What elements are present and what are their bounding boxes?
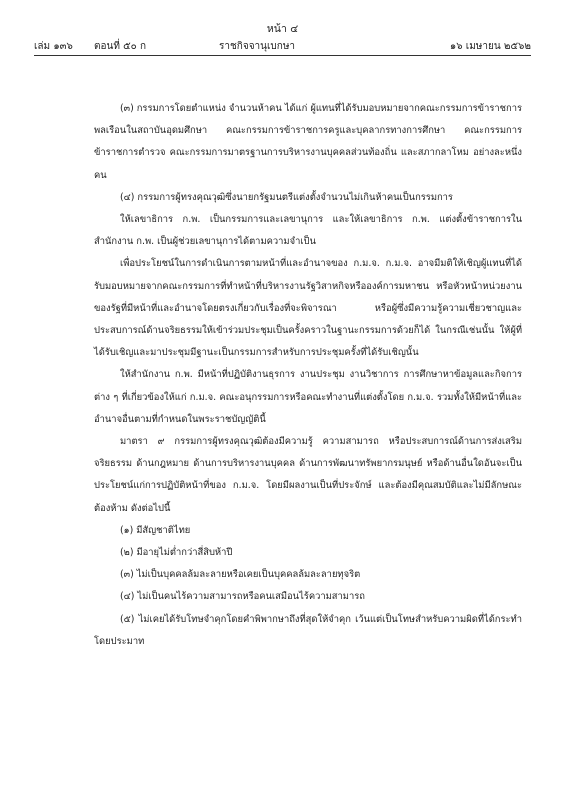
header-divider — [34, 55, 531, 56]
issue-number: ตอนที่ ๕๐ ก — [94, 41, 147, 52]
qualification-item: (๓) ไม่เป็นบุคคลล้มละลายหรือเคยเป็นบุคคลล้มละลายทุจริต — [120, 569, 361, 581]
paragraph-secretary: ให้เลขาธิการ ก.พ. เป็นกรรมการและเลขานุการ และให้เลขาธิการ ก.พ. แต่งตั้งข้าราชการในสำนักงาน ก.พ. เป็นผู้ช่วยเลขานุการได้ตามความจำเป็น — [94, 214, 522, 248]
document-body — [94, 98, 522, 653]
qualification-item: (๕) ไม่เคยได้รับโทษจำคุกโดยคำพิพากษาถึงที่สุดให้จำคุก เว้นแต่เป็นโทษสำหรับความผิดที่ได้กระทำโดยประมาท — [94, 613, 522, 647]
section-9: มาตรา ๙ กรรมการผู้ทรงคุณวุฒิต้องมีความรู้ ความสามารถ หรือประสบการณ์ด้านการส่งเสริมจริยธรรม ด้านกฎหมาย ด้านการบริหารงานบุคคล ด้านการพัฒนาทรัพยากรมนุษย์ หรือด้านอื่นใดอันจะเป็นประโยชน์แก่การปฏิบัติหน้าที่ของ ก.ม.จ. โดยมีผลงานเป็นที่ประจักษ์ และต้องมีคุณสมบัติและไม่มีลักษณะต้องห้าม ดังต่อไปนี้ — [94, 436, 522, 514]
paragraph-office-duties: ให้สำนักงาน ก.พ. มีหน้าที่ปฏิบัติงานธุรการ งานประชุม งานวิชาการ การศึกษาหาข้อมูลและกิจการต่าง ๆ ที่เกี่ยวข้องให้แก่ ก.ม.จ. คณะอนุกรรมการหรือคณะทำงานที่แต่งตั้งโดย ก.ม.จ. รวมทั้งให้มีหน้าที่และอำนาจอื่นตามที่กำหนดในพระราชบัญญัตินี้ — [94, 369, 522, 425]
gazette-title: ราชกิจจานุเบกษา — [219, 41, 296, 52]
qualification-item: (๒) มีอายุไม่ต่ำกว่าสี่สิบห้าปี — [120, 547, 233, 559]
qualification-item: (๑) มีสัญชาติไทย — [120, 524, 191, 536]
paragraph-qualified-members: (๔) กรรมการผู้ทรงคุณวุฒิซึ่งนายกรัฐมนตรีแต่งตั้งจำนวนไม่เกินห้าคนเป็นกรรมการ — [120, 191, 453, 203]
qualification-item: (๔) ไม่เป็นคนไร้ความสามารถหรือคนเสมือนไร้ความสามารถ — [120, 591, 365, 603]
page-number: หน้า ๔ — [266, 23, 299, 35]
publication-date: ๑๖ เมษายน ๒๕๖๒ — [449, 41, 531, 52]
paragraph-ex-officio-members: (๓) กรรมการโดยตำแหน่ง จำนวนห้าคน ได้แก่ ผู้แทนที่ได้รับมอบหมายจากคณะกรรมการข้าราชการพลเรือนในสถาบันอุดมศึกษา คณะกรรมการข้าราชการครูและบุคลากรทางการศึกษา คณะกรรมการข้าราชการตำรวจ คณะกรรมการมาตรฐานการบริหารงานบุคคลส่วนท้องถิ่น และสภากลาโหม อย่างละหนึ่งคน — [94, 103, 522, 181]
volume-number: เล่ม ๑๓๖ — [34, 41, 73, 52]
paragraph-invited-representatives: เพื่อประโยชน์ในการดำเนินการตามหน้าที่และอำนาจของ ก.ม.จ. ก.ม.จ. อาจมีมติให้เชิญผู้แทนที่ได้รับมอบหมายจากคณะกรรมการที่ทำหน้าที่บริหารงานรัฐวิสาหกิจหรือองค์การมหาชน หรือหัวหน้าหน่วยงานของรัฐที่มีหน้าที่และอำนาจโดยตรงเกี่ยวกับเรื่องที่จะพิจารณา หรือผู้ซึ่งมีความรู้ความเชี่ยวชาญและประสบการณ์ด้านจริยธรรมให้เข้าร่วมประชุมเป็นครั้งคราวในฐานะกรรมการด้วยก็ได้ ในกรณีเช่นนั้น ให้ผู้ที่ได้รับเชิญและมาประชุมมีฐานะเป็นกรรมการสำหรับการประชุมครั้งที่ได้รับเชิญนั้น — [94, 258, 522, 359]
